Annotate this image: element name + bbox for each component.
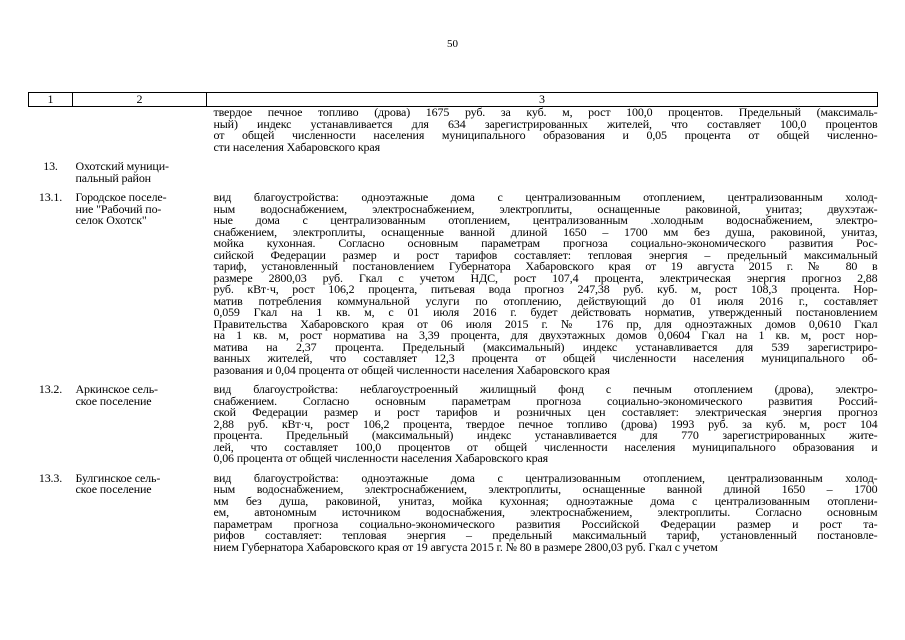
description-line: ской Федерации размер и рост тарифов и розничных цен составляет: электрическая энергия прогноз <box>213 405 878 419</box>
description-line: ем, автономным источником водоснабжения, электроснабжением, электроплиты. Согласно основным <box>213 505 878 519</box>
row-number: 13.3. <box>38 470 63 485</box>
description-line: ные дома с централизованным отоплением, централизованным .холодным водоснабжением, электро- <box>213 213 878 227</box>
description-line: снабжением, электроплиты, оснащенные ванной длиной 1650 – 1700 мм без душа, раковиной, унитаз, <box>213 224 878 239</box>
description-line: ный) индекс устанавливается для 634 зарегистрированных жителей, что составляет 100,0 процентов <box>213 116 878 131</box>
description-line: мойка кухонная. Согласно основным параметрам прогноза социально-экономического развития Рос- <box>213 236 878 250</box>
description-line: на 1 кв. м, рост норматива на 3,39 процента, для двухэтажных домов 0,0604 Гкал на 1 кв. м, рост нор- <box>213 328 878 342</box>
description-text <box>207 107 878 154</box>
description-line: ванных жителей, что составляет 12,3 процента от общей численности населения муниципального об- <box>213 351 878 365</box>
description-text <box>207 384 878 465</box>
page-number: 50 <box>447 38 458 50</box>
description-line: вид благоустройства: одноэтажные дома с централизованным отоплением, централизованным холод- <box>213 190 878 204</box>
document-table <box>28 92 878 553</box>
description-line: процента. Предельный (максимальный) индекс устанавливается для 770 зарегистрированных жите- <box>213 428 878 442</box>
municipality-name-line: Булгинское сель- <box>75 470 161 485</box>
municipality-name-line: ние "Рабочий по- <box>75 201 162 216</box>
municipality-name <box>73 107 207 154</box>
municipality-name <box>73 192 207 376</box>
description-line: сийской Федерации размер и рост тарифов составляет: тепловая энергия – предельный максимальный <box>213 247 878 262</box>
column-header-2: 2 <box>73 93 207 107</box>
table-row <box>29 192 878 376</box>
row-number: 13.2. <box>38 382 63 396</box>
description-line: нием Губернатора Хабаровского края от 19 августа 2015 г. № 80 в размере 2800,03 руб. Гкал с учетом <box>213 539 718 554</box>
description-line: от общей численности населения муниципального образования и 0,05 процента от общей численно- <box>213 128 878 142</box>
description-line: 0,059 Гкал на 1 кв. м, с 01 июля 2016 г. будет действовать норматив, утвержденный постановлением <box>213 305 878 319</box>
row-number: 13.1. <box>38 190 63 204</box>
municipality-name-line: ское поселение <box>75 482 152 496</box>
table-body <box>29 107 878 554</box>
description-line: рифов составляет: тепловая энергия – предельный максимальный тариф, установленный постановле- <box>213 528 878 542</box>
description-line: 0,06 процента от общей численности населения Хабаровского края <box>213 451 549 465</box>
description-line: ным водоснабжением, электроснабжением, электроплиты, оснащенные раковиной, унитаз; двухэтаж- <box>213 201 878 216</box>
table-row <box>29 384 878 465</box>
row-number <box>29 107 73 154</box>
description-line: 2,88 руб. кВт·ч, рост 106,2 процента, твердое печное топливо (дрова) 1993 руб. за куб. м, рост 104 <box>213 416 878 431</box>
description-line: руб. кВт·ч, рост 106,2 процента, питьевая вода прогноз 247,38 руб. куб. м, рост 108,3 процента. Нор- <box>213 282 878 296</box>
municipality-name-line: Охотский муници- <box>75 159 169 173</box>
description-line: ным водоснабжением, электроснабжением, электроплиты, оснащенные ванной длиной 1650 – 1700 <box>213 482 878 496</box>
description-line: лей, что составляет 100,0 процентов от общей численности населения муниципального образования и <box>213 439 878 454</box>
description-line: матив потребления коммунальной услуги по отоплению, действующий до 01 июля 2016 г., составляет <box>213 293 878 308</box>
description-line: снабжением. Согласно основным параметрам прогноза социально-экономического развития Россий- <box>213 393 878 408</box>
column-header-3: 3 <box>207 93 878 107</box>
description-line: параметрам прогноза социально-экономического развития Российской Федерации размер и рост та- <box>213 516 878 531</box>
municipality-name-line: селок Охотск" <box>75 213 147 227</box>
description-line: размере 2800,03 руб. Гкал с учетом НДС, рост 107,4 процента, электрическая энергия прогноз 2,88 <box>213 270 878 285</box>
description-line: мм без душа, раковиной, унитаз, мойка кухонная; одноэтажные дома с централизованным отоплени- <box>213 493 878 508</box>
description-line: твердое печное топливо (дрова) 1675 руб. за куб. м, рост 100,0 процентов. Предельный (максималь- <box>213 105 878 119</box>
municipality-name <box>73 470 207 554</box>
table-row <box>29 161 878 184</box>
description-line: вид благоустройства: неблагоустроенный жилищный фонд с печным отоплением (дрова), электро- <box>213 382 878 396</box>
description-line: Правительства Хабаровского края от 06 июля 2015 г. № 176 пр, для одноэтажных домов 0,0610 Гкал <box>213 316 878 331</box>
table-row <box>29 473 878 554</box>
municipality-name-line: пальный район <box>75 170 151 185</box>
description-line: тариф, установленный постановлением Губернатора Хабаровского края от 19 августа 2015 г. № 80 в <box>213 259 878 273</box>
row-number: 13. <box>43 159 58 173</box>
description-line: разования и 0,04 процента от общей численности населения Хабаровского края <box>213 362 610 377</box>
municipality-name <box>73 161 207 184</box>
municipality-name-line: Городское поселе- <box>75 190 167 204</box>
municipality-name-line: Аркинское сель- <box>75 382 158 396</box>
table-row <box>29 107 878 154</box>
description-line: вид благоустройства: одноэтажные дома с централизованным отоплением, централизованным холод- <box>213 470 878 485</box>
municipality-name-line: ское поселение <box>75 393 152 408</box>
description-text <box>207 470 878 554</box>
description-line: сти населения Хабаровского края <box>213 139 380 154</box>
description-text <box>207 192 878 376</box>
column-header-1: 1 <box>29 93 73 107</box>
municipality-name <box>73 384 207 465</box>
description-line: матива на 2,37 процента. Предельный (максимальный) индекс устанавливается для 539 зарегистриро- <box>213 339 878 354</box>
description-text <box>207 161 878 184</box>
